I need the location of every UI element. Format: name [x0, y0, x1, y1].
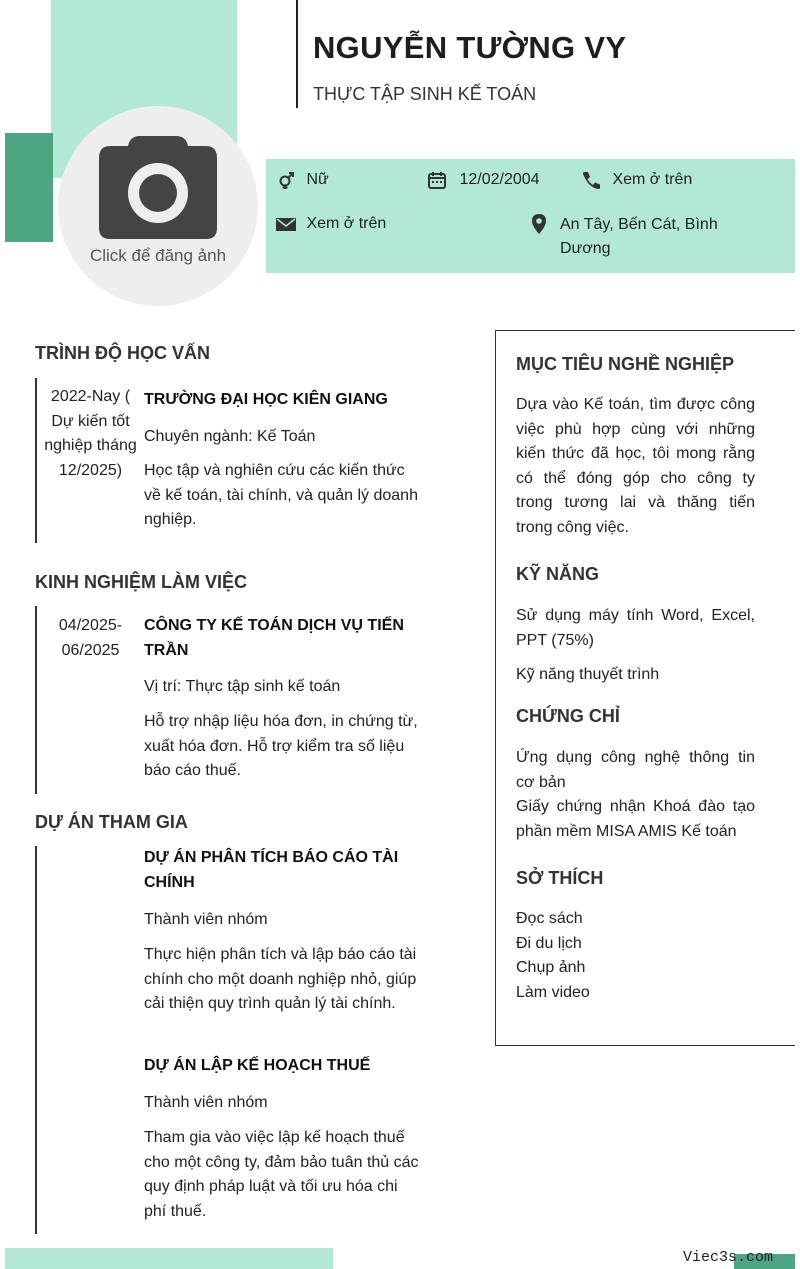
header-divider — [296, 0, 298, 108]
email-info — [276, 215, 386, 233]
email-value: Xem ở trên — [306, 215, 387, 232]
hobby-item-3: Chụp ảnh — [516, 959, 586, 976]
gender-icon — [276, 170, 296, 190]
calendar-icon — [427, 170, 447, 190]
avatar-upload-caption[interactable]: Click để đăng ảnh — [89, 246, 227, 265]
skill-item-2: Kỹ năng thuyết trình — [516, 666, 660, 683]
experience-company: CÔNG TY KẾ TOÁN DỊCH VỤ TIẾN TRẦN — [144, 617, 404, 659]
hobbies-title: SỞ THÍCH — [516, 868, 604, 888]
phone-info — [580, 170, 692, 190]
project-1-role: Thành viên nhóm — [144, 911, 268, 928]
birthdate-value: 12/02/2004 — [459, 171, 540, 189]
job-title: THỰC TẬP SINH KẾ TOÁN — [313, 84, 537, 104]
education-timeline-line — [35, 378, 37, 543]
education-title: TRÌNH ĐỘ HỌC VẤN — [35, 343, 210, 363]
projects-timeline-line — [35, 846, 37, 1234]
project-1-name: DỰ ÁN PHÂN TÍCH BÁO CÁO TÀI CHÍNH — [144, 849, 399, 891]
gender-info — [276, 170, 329, 190]
education-description: Học tập và nghiên cứu các kiến thức về kế toán, tài chính, và quản lý doanh nghiệp. — [144, 462, 418, 528]
camera-icon — [58, 106, 258, 306]
avatar-upload[interactable] — [58, 106, 258, 306]
education-major: Chuyên ngành: Kế Toán — [144, 428, 316, 445]
address-value: An Tây, Bến Cát, Bình Dương — [560, 216, 718, 257]
phone-icon — [580, 170, 602, 190]
experience-title: KINH NGHIỆM LÀM VIỆC — [35, 572, 248, 592]
envelope-icon — [276, 216, 296, 232]
education-date: 2022-Nay ( Dự kiến tốt nghiệp tháng 12/2025) — [44, 388, 137, 479]
certificate-item-2: Giấy chứng nhận Khoá đào tạo phần mềm MISA AMIS Kế toán — [516, 798, 755, 840]
objective-text: Dựa vào Kế toán, tìm được công việc phù hợp cùng với những kiến thức đã học, tôi mong rằng có thể đóng góp cho công ty trong tương lai và thăng tiến trong công việc. — [516, 396, 755, 536]
location-pin-icon — [530, 213, 548, 235]
skill-item-1: Sử dụng máy tính Word, Excel, PPT (75%) — [516, 607, 755, 649]
certificate-item-1: Ứng dụng công nghệ thông tin cơ bản — [516, 749, 755, 791]
decor-green-block — [5, 133, 53, 242]
experience-position: Vị trí: Thực tập sinh kế toán — [144, 678, 341, 695]
skills-title: KỸ NĂNG — [516, 564, 600, 584]
birthdate-info — [427, 170, 540, 190]
experience-date: 04/2025-06/2025 — [58, 617, 123, 659]
candidate-name: NGUYỄN TƯỜNG VY — [313, 30, 627, 65]
project-2-name: DỰ ÁN LẬP KẾ HOẠCH THUẾ — [144, 1057, 371, 1074]
project-2-role: Thành viên nhóm — [144, 1094, 268, 1111]
education-school: TRƯỜNG ĐẠI HỌC KIÊN GIANG — [144, 391, 388, 408]
footer-brand[interactable]: Viec3s.com — [683, 1249, 774, 1266]
projects-title: DỰ ÁN THAM GIA — [35, 812, 188, 832]
hobby-item-1: Đọc sách — [516, 910, 583, 927]
phone-value: Xem ở trên — [612, 171, 693, 189]
gender-value: Nữ — [306, 171, 329, 189]
certificates-title: CHỨNG CHỈ — [516, 706, 620, 726]
footer-mint-bar — [5, 1248, 333, 1269]
project-1-description: Thực hiện phân tích và lập báo cáo tài chính cho một doanh nghiệp nhỏ, giúp cải thiện quy trình quản lý tài chính. — [144, 946, 417, 1012]
experience-description: Hỗ trợ nhập liệu hóa đơn, in chứng từ, xuất hóa đơn. Hỗ trợ kiểm tra số liệu báo cáo thuế. — [144, 713, 418, 779]
objective-title: MỤC TIÊU NGHỀ NGHIỆP — [516, 354, 735, 374]
experience-timeline-line — [35, 606, 37, 794]
hobby-item-4: Làm video — [516, 984, 590, 1001]
hobby-item-2: Đi du lịch — [516, 935, 582, 952]
project-2-description: Tham gia vào việc lập kế hoạch thuế cho một công ty, đảm bảo tuân thủ các quy định pháp luật và tối ưu hóa chi phí thuế. — [144, 1129, 419, 1220]
